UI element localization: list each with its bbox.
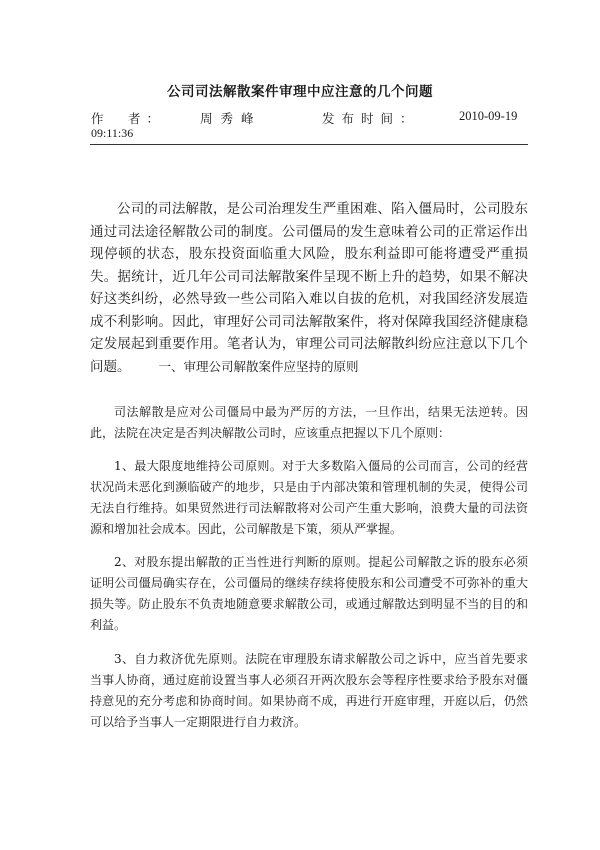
paragraph: 司法解散是应对公司僵局中最为严厉的方法，一旦作出，结果无法逆转。因此，法院在决定是否判决解散公司时，应该重点把握以下几个原则： (90, 405, 528, 440)
paragraph: 3、自力救济优先原则。法院在审理股东请求解散公司之诉中，应当首先要求当事人协商，通过庭前设置当事人必须召开两次股东会等程序性要求给予股东对僵持意见的充分考虑和协商时间。如果协商不成，再进行开庭审理，开庭以后，仍然可以给予当事人一定期限进行自力救济。 (90, 652, 528, 729)
intro-text: 公司的司法解散，是公司治理发生严重困难、陷入僵局时，公司股东通过司法途径解散公司的制度。公司僵局的发生意味着公司的正常运作出现停顿的状态，股东投资面临重大风险，股东利益即可能将遭受严重损失。据统计，近几年公司司法解散案件呈现不断上升的趋势，如果不解决好这类纠纷，必然导致一些公司陷入难以自拔的危机，对我国经济发展造成不利影响。因此，审理好公司司法解散案件，将对保障我国经济健康稳定发展起到重要作用。笔者认为，审理公司司法解散纠纷应注意以下几个问题。 (90, 201, 528, 375)
paragraph: 1、最大限度地维持公司原则。对于大多数陷入僵局的公司而言，公司的经营状况尚未恶化到濒临破产的地步，只是由于内部决策和管理机制的失灵，使得公司无法自行维持。如果贸然进行司法解散将对公司产生重大影响，浪费大量的司法资源和增加社会成本。因此，公司解散是下策，须从严掌握。 (90, 459, 528, 536)
section-heading: 一、审理公司解散案件应坚持的原则 (158, 358, 359, 374)
intro-section (90, 198, 528, 378)
paragraph: 2、对股东提出解散的正当性进行判断的原则。提起公司解散之诉的股东必须证明公司僵局确实存在，公司僵局的继续存续将使股东和公司遭受不可弥补的重大损失等。防止股东不负责地随意要求解散公司，或通过解散达到明显不当的目的和利益。 (90, 555, 528, 632)
publish-time: 09:11:36 (91, 126, 134, 140)
author-label: 作 者： (91, 111, 166, 126)
publish-time-label: 发布时间： (322, 111, 420, 126)
author-name: 周秀峰 (200, 111, 262, 126)
intro-paragraph (90, 198, 528, 378)
header-divider (90, 144, 528, 145)
section-1-body (90, 402, 528, 745)
publish-date: 2010-09-19 (459, 109, 518, 123)
article-title: 公司司法解散案件审理中应注意的几个问题 (167, 84, 433, 100)
